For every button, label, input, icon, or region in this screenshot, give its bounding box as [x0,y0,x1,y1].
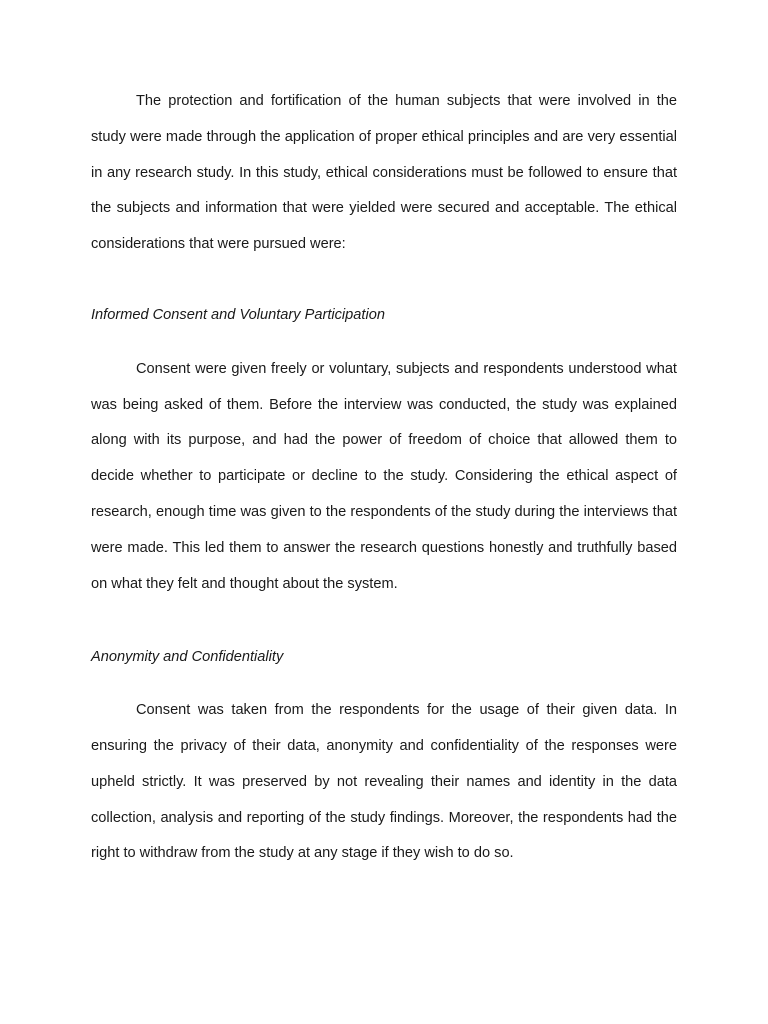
anonymity-paragraph: Consent was taken from the respondents for the usage of their given data. In ensuring the privacy of their data, anonymity and confidentiality of the responses were upheld strictly. It was preserved by not revealing their names and identity in the data collection, analysis and reporting of the study findings. Moreover, the respondents had the right to withdraw from the study at any stage if they wish to do so. [91,702,677,862]
document-body [91,84,677,872]
section-heading-informed-consent: Informed Consent and Voluntary Participation [91,306,385,323]
intro-paragraph: The protection and fortification of the human subjects that were involved in the study were made through the application of proper ethical principles and are very essential in any research study. In this study, ethical considerations must be followed to ensure that the subjects and information that were yielded were secured and acceptable. The ethical considerations that were pursued were: [91,93,677,253]
section-heading-anonymity: Anonymity and Confidentiality [91,649,284,666]
informed-consent-paragraph: Consent were given freely or voluntary, subjects and respondents understood what was being asked of them. Before the interview was conducted, the study was explained along with its purpose, and had the power of freedom of choice that allowed them to decide whether to participate or decline to the study. Considering the ethical aspect of research, enough time was given to the respondents of the study during the interviews that were made. This led them to answer the research questions honestly and truthfully based on what they felt and thought about the system. [91,360,677,592]
